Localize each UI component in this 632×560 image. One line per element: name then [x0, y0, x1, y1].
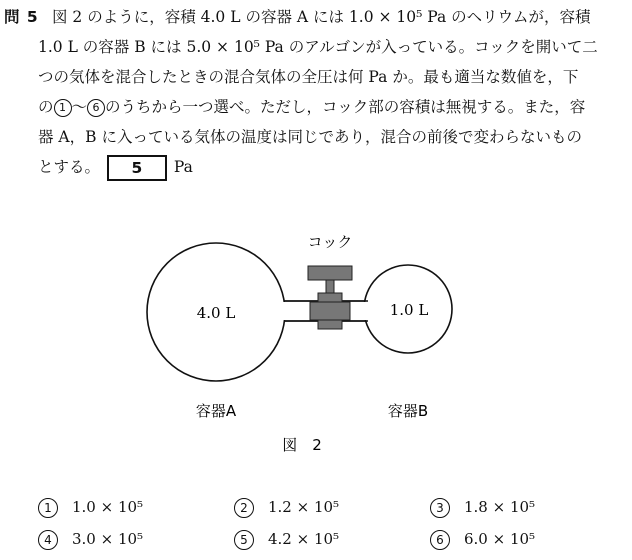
choice-number-6: 6 — [430, 530, 450, 550]
question-line-1: 問 5 図 2 のように，容積 4.0 L の容器 A には 1.0 × 10⁵ Pa のヘリウムが，容積 — [4, 2, 628, 32]
cock-label: コック — [307, 233, 353, 251]
choice-number-1: 1 — [38, 498, 58, 518]
choice-value-6: 6.0 × 10⁵ — [464, 530, 536, 548]
choice-value-1: 1.0 × 10⁵ — [72, 498, 144, 516]
vessel-b-volume: 1.0 L — [389, 301, 429, 319]
choice-value-4: 3.0 × 10⁵ — [72, 530, 144, 548]
choice-value-3: 1.8 × 10⁵ — [464, 498, 536, 516]
vessel-b-label: 容器B — [387, 402, 429, 420]
choice-number-5: 5 — [234, 530, 254, 550]
range-end-number: 6 — [87, 99, 105, 117]
choice-1[interactable] — [38, 498, 143, 518]
choice-4[interactable] — [38, 530, 143, 550]
choice-number-3: 3 — [430, 498, 450, 518]
choice-value-5: 4.2 × 10⁵ — [268, 530, 340, 548]
choice-number-2: 2 — [234, 498, 254, 518]
question-line-4: の 1 ～ 6 のうちから一つ選べ。ただし，コック部の容積は無視する。また，容 — [38, 98, 586, 116]
vessel-a-volume: 4.0 L — [196, 304, 236, 322]
choice-6[interactable] — [430, 530, 535, 550]
vessel-a-label: 容器A — [195, 402, 237, 420]
question-line-2: 1.0 L の容器 B には 5.0 × 10⁵ Pa のアルゴンが入っている。コックを開いて二 — [38, 38, 598, 56]
choice-2[interactable] — [234, 498, 339, 518]
choice-5[interactable] — [234, 530, 339, 550]
figure-caption: 図 2 — [282, 436, 322, 454]
answer-unit: Pa — [173, 158, 193, 176]
question-line-6: とする。 5 Pa — [4, 152, 628, 182]
choice-3[interactable] — [430, 498, 535, 518]
answer-box: 5 — [107, 155, 167, 181]
choice-number-4: 4 — [38, 530, 58, 550]
question-line-5: 器 A，B に入っている気体の温度は同じであり，混合の前後で変わらないもの — [38, 128, 582, 146]
range-start-number: 1 — [54, 99, 72, 117]
question-number: 問 5 — [4, 8, 39, 26]
cock-valve — [308, 266, 352, 329]
choice-value-2: 1.2 × 10⁵ — [268, 498, 340, 516]
question-line-3: つの気体を混合したときの混合気体の全圧は何 Pa か。最も適当な数値を，下 — [38, 68, 579, 86]
